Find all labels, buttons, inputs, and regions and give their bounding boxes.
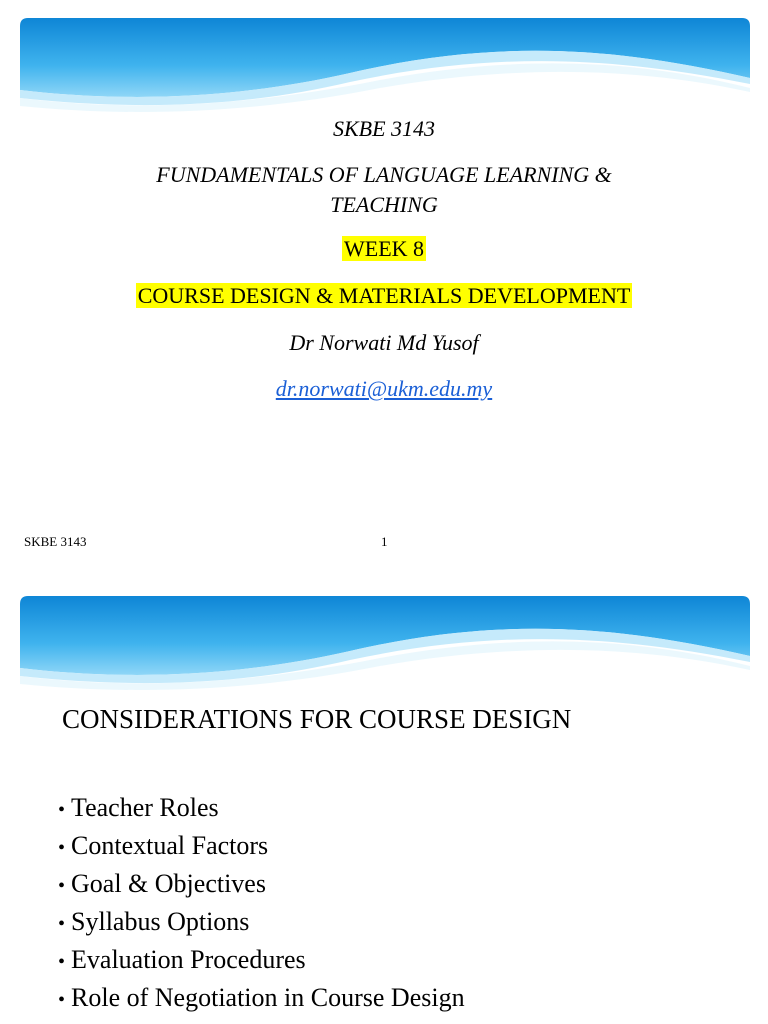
bullet-icon: • <box>58 989 66 1011</box>
list-item-text: Teacher Roles <box>71 793 219 822</box>
bullet-list <box>58 790 465 1018</box>
list-item <box>58 942 465 980</box>
wave-banner <box>20 596 750 696</box>
topic-label <box>0 283 768 309</box>
course-code: SKBE 3143 <box>332 116 436 141</box>
list-item <box>58 904 465 942</box>
list-item <box>58 980 465 1018</box>
author-name: Dr Norwati Md Yusof <box>289 330 479 355</box>
week-text: WEEK 8 <box>343 236 425 261</box>
course-title-text: FUNDAMENTALS OF LANGUAGE LEARNING & TEACHING <box>156 162 612 217</box>
week-label <box>0 236 768 262</box>
author-email <box>0 376 768 402</box>
slide-heading: CONSIDERATIONS FOR COURSE DESIGN <box>62 704 572 734</box>
topic-text: COURSE DESIGN & MATERIALS DEVELOPMENT <box>137 283 631 308</box>
list-item-text: Role of Negotiation in Course Design <box>71 983 465 1012</box>
list-item-text: Syllabus Options <box>71 907 250 936</box>
list-item <box>58 790 465 828</box>
wave-banner <box>20 18 750 118</box>
bullet-icon: • <box>58 913 66 935</box>
bullet-icon: • <box>58 951 66 973</box>
list-item-text: Contextual Factors <box>71 831 269 860</box>
bullet-icon: • <box>58 799 66 821</box>
content-slide <box>0 590 768 1024</box>
page-number: 1 <box>381 534 388 549</box>
email-link[interactable]: dr.norwati@ukm.edu.my <box>275 376 493 401</box>
bullet-icon: • <box>58 837 66 859</box>
bullet-icon: • <box>58 875 66 897</box>
list-item-text: Goal & Objectives <box>71 869 266 898</box>
course-title <box>0 160 768 220</box>
list-item-text: Evaluation Procedures <box>71 945 306 974</box>
list-item <box>58 866 465 904</box>
footer-course-code: SKBE 3143 <box>24 534 87 549</box>
list-item <box>58 828 465 866</box>
